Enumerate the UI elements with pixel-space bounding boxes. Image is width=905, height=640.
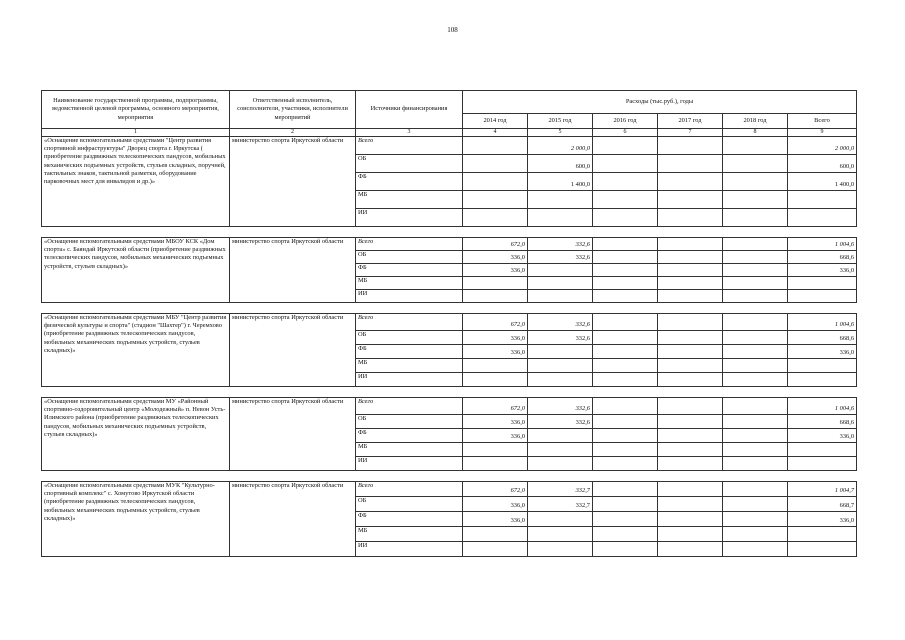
year-value — [528, 542, 593, 557]
total-value — [788, 542, 857, 557]
funding-source: ФБ — [356, 345, 463, 359]
year-value — [723, 137, 788, 155]
year-value — [528, 359, 593, 373]
year-value: 332,6 — [528, 415, 593, 429]
total-value — [788, 290, 857, 303]
year-value: 336,0 — [463, 331, 528, 345]
year-value — [658, 238, 723, 251]
group-spacer — [42, 387, 857, 398]
activity-name: «Оснащение вспомогательными средствами МУ «Районный спортивно-оздоровительный центр «Молодежный» п. Невон Усть-Илимского района (приобретение раздвижных телескопических пандусов, мобильных механических подъемных устройств, стульев складных)» — [42, 398, 230, 471]
total-value: 668,6 — [788, 331, 857, 345]
header-year: 2016 год — [593, 114, 658, 129]
year-value — [463, 542, 528, 557]
year-value: 336,0 — [463, 429, 528, 443]
year-value — [593, 482, 658, 497]
total-value: 668,7 — [788, 497, 857, 512]
funding-source: ОБ — [356, 497, 463, 512]
header-year: 2017 год — [658, 114, 723, 129]
total-value: 1 004,6 — [788, 314, 857, 331]
group-spacer — [42, 471, 857, 482]
funding-source: Всего — [356, 398, 463, 415]
group-spacer-cell — [42, 303, 857, 314]
year-value — [658, 314, 723, 331]
year-value: 336,0 — [463, 345, 528, 359]
year-value — [593, 398, 658, 415]
year-value — [463, 290, 528, 303]
year-value — [723, 314, 788, 331]
funding-source: Всего — [356, 482, 463, 497]
header-total: Всего — [788, 114, 857, 129]
year-value — [463, 173, 528, 191]
year-value — [658, 482, 723, 497]
activity-name: «Оснащение вспомогательными средствами МУК "Культурно-спортивный комплекс" с. Хомутово Иркутской области (приобретение раздвижных телескопических пандусов, мобильных механических подъемных устройств, стульев складных)» — [42, 482, 230, 557]
year-value — [658, 512, 723, 527]
table-row — [42, 398, 857, 415]
funding-source: ОБ — [356, 155, 463, 173]
year-value — [463, 155, 528, 173]
table-row — [42, 137, 857, 155]
column-number: 1 — [42, 129, 230, 137]
year-value: 600,0 — [528, 155, 593, 173]
year-value — [658, 264, 723, 277]
year-value — [593, 359, 658, 373]
total-value: 336,0 — [788, 345, 857, 359]
executor-name: министерство спорта Иркутской области — [230, 482, 356, 557]
year-value — [723, 191, 788, 209]
year-value — [658, 359, 723, 373]
year-value: 1 400,0 — [528, 173, 593, 191]
year-value — [463, 457, 528, 471]
total-value — [788, 443, 857, 457]
table-header — [42, 91, 857, 137]
total-value: 336,0 — [788, 264, 857, 277]
year-value — [658, 191, 723, 209]
year-value: 672,0 — [463, 482, 528, 497]
header-year: 2014 год — [463, 114, 528, 129]
year-value — [658, 251, 723, 264]
header-executor: Ответственный исполнитель, соисполнители, участники, исполнители мероприятий — [230, 91, 356, 129]
year-value — [723, 264, 788, 277]
funding-source: ФБ — [356, 429, 463, 443]
year-value — [593, 251, 658, 264]
header-expenses: Расходы (тыс.руб.), годы — [463, 91, 857, 114]
column-number: 4 — [463, 129, 528, 137]
total-value — [788, 191, 857, 209]
year-value: 332,6 — [528, 331, 593, 345]
year-value — [528, 457, 593, 471]
total-value — [788, 359, 857, 373]
executor-name: министерство спорта Иркутской области — [230, 238, 356, 303]
year-value — [528, 512, 593, 527]
group-spacer — [42, 303, 857, 314]
year-value — [658, 415, 723, 429]
year-value — [593, 542, 658, 557]
group-spacer — [42, 227, 857, 238]
year-value — [658, 429, 723, 443]
funding-source: Всего — [356, 238, 463, 251]
total-value: 336,0 — [788, 512, 857, 527]
year-value: 2 000,0 — [528, 137, 593, 155]
funding-source: ФБ — [356, 512, 463, 527]
year-value: 332,6 — [528, 314, 593, 331]
year-value — [593, 373, 658, 387]
year-value — [658, 155, 723, 173]
page-number: 108 — [447, 26, 458, 34]
year-value — [593, 238, 658, 251]
year-value: 332,6 — [528, 238, 593, 251]
year-value — [658, 527, 723, 542]
table-row — [42, 238, 857, 251]
year-value — [528, 209, 593, 227]
funding-source: МБ — [356, 527, 463, 542]
year-value — [723, 443, 788, 457]
year-value: 336,0 — [463, 251, 528, 264]
year-value — [723, 173, 788, 191]
year-value: 332,7 — [528, 497, 593, 512]
funding-source: ИИ — [356, 290, 463, 303]
year-value — [593, 173, 658, 191]
column-number: 6 — [593, 129, 658, 137]
year-value — [528, 429, 593, 443]
funding-source: ОБ — [356, 251, 463, 264]
header-name: Наименование государственной программы, подпрограммы, ведомственной целевой программы, основного мероприятия, мероприятия — [42, 91, 230, 129]
funding-source: ИИ — [356, 542, 463, 557]
year-value — [528, 527, 593, 542]
year-value — [658, 331, 723, 345]
year-value: 336,0 — [463, 497, 528, 512]
year-value — [593, 209, 658, 227]
year-value — [658, 209, 723, 227]
year-value — [658, 277, 723, 290]
year-value: 672,0 — [463, 238, 528, 251]
year-value — [658, 173, 723, 191]
executor-name: министерство спорта Иркутской области — [230, 314, 356, 387]
column-number: 8 — [723, 129, 788, 137]
year-value — [723, 527, 788, 542]
header-year: 2015 год — [528, 114, 593, 129]
year-value — [658, 345, 723, 359]
year-value: 336,0 — [463, 512, 528, 527]
year-value — [528, 345, 593, 359]
year-value — [593, 527, 658, 542]
total-value — [788, 457, 857, 471]
year-value — [658, 290, 723, 303]
year-value — [463, 443, 528, 457]
funding-source: ФБ — [356, 264, 463, 277]
year-value — [528, 443, 593, 457]
year-value — [593, 277, 658, 290]
total-value — [788, 277, 857, 290]
total-value: 1 004,6 — [788, 398, 857, 415]
year-value — [463, 527, 528, 542]
year-value — [723, 251, 788, 264]
total-value: 1 400,0 — [788, 173, 857, 191]
year-value — [528, 264, 593, 277]
year-value: 336,0 — [463, 264, 528, 277]
funding-source: ОБ — [356, 331, 463, 345]
funding-source: ИИ — [356, 457, 463, 471]
year-value — [463, 191, 528, 209]
executor-name: министерство спорта Иркутской области — [230, 137, 356, 227]
header-year: 2018 год — [723, 114, 788, 129]
funding-source: МБ — [356, 443, 463, 457]
year-value — [723, 290, 788, 303]
total-value: 2 000,0 — [788, 137, 857, 155]
year-value — [723, 398, 788, 415]
year-value — [593, 290, 658, 303]
year-value — [528, 191, 593, 209]
year-value: 672,0 — [463, 314, 528, 331]
year-value — [658, 443, 723, 457]
year-value: 672,0 — [463, 398, 528, 415]
funding-source: Всего — [356, 314, 463, 331]
column-number: 5 — [528, 129, 593, 137]
year-value — [723, 209, 788, 227]
funding-source: МБ — [356, 359, 463, 373]
total-value: 600,0 — [788, 155, 857, 173]
funding-source: МБ — [356, 191, 463, 209]
year-value — [723, 277, 788, 290]
year-value — [658, 457, 723, 471]
year-value — [593, 415, 658, 429]
year-value — [593, 191, 658, 209]
year-value — [723, 155, 788, 173]
funding-source: ФБ — [356, 173, 463, 191]
total-value: 1 004,7 — [788, 482, 857, 497]
year-value: 336,0 — [463, 415, 528, 429]
year-value — [593, 345, 658, 359]
year-value — [723, 429, 788, 443]
year-value — [658, 497, 723, 512]
year-value — [593, 457, 658, 471]
year-value — [463, 209, 528, 227]
column-number: 3 — [356, 129, 463, 137]
year-value: 332,6 — [528, 251, 593, 264]
table-row — [42, 314, 857, 331]
table-body — [42, 137, 857, 557]
year-value — [528, 373, 593, 387]
year-value — [593, 264, 658, 277]
executor-name: министерство спорта Иркутской области — [230, 398, 356, 471]
column-number: 9 — [788, 129, 857, 137]
total-value: 336,0 — [788, 429, 857, 443]
total-value: 1 004,6 — [788, 238, 857, 251]
activity-name: «Оснащение вспомогательными средствами МБОУ КСК «Дом спорта» с. Баяндай Иркутской области (приобретение раздвижных телескопических пандусов, мобильных механических подъемных устройств, стульев складных)» — [42, 238, 230, 303]
year-value — [463, 137, 528, 155]
year-value: 332,6 — [528, 398, 593, 415]
year-value — [658, 373, 723, 387]
total-value — [788, 373, 857, 387]
year-value — [723, 512, 788, 527]
total-value: 668,6 — [788, 415, 857, 429]
year-value — [723, 482, 788, 497]
year-value — [723, 542, 788, 557]
year-value — [528, 277, 593, 290]
year-value — [593, 512, 658, 527]
total-value: 668,6 — [788, 251, 857, 264]
year-value — [723, 497, 788, 512]
year-value — [658, 137, 723, 155]
year-value — [528, 290, 593, 303]
year-value — [723, 373, 788, 387]
header-sources: Источники финансирования — [356, 91, 463, 129]
year-value — [723, 345, 788, 359]
column-number: 2 — [230, 129, 356, 137]
year-value — [593, 443, 658, 457]
year-value — [723, 331, 788, 345]
year-value — [723, 415, 788, 429]
year-value — [593, 429, 658, 443]
group-spacer-cell — [42, 227, 857, 238]
funding-source: МБ — [356, 277, 463, 290]
funding-source: Всего — [356, 137, 463, 155]
activity-name: «Оснащение вспомогательными средствами МБУ "Центр развития физической культуры и спорта" (стадион "Шахтер") г. Черемхово (приобретение раздвижных телескопических пандусов, мобильных механических подъемных устройств, стульев складных)» — [42, 314, 230, 387]
group-spacer-cell — [42, 387, 857, 398]
year-value — [593, 497, 658, 512]
column-number: 7 — [658, 129, 723, 137]
year-value — [723, 457, 788, 471]
total-value — [788, 209, 857, 227]
group-spacer-cell — [42, 471, 857, 482]
year-value — [463, 373, 528, 387]
total-value — [788, 527, 857, 542]
year-value — [593, 331, 658, 345]
year-value — [463, 277, 528, 290]
activity-name: «Оснащение вспомогательными средствами "Центр развития спортивной инфраструктуры" Дворец спорта г. Иркутска ( приобретение раздвижных телескопических пандусов, мобильных механических подъемных устройств, стульев складных, поручней, тактильных знаков, тактильной разметки, оборудование парковочных мест для инвалидов и др.)» — [42, 137, 230, 227]
year-value — [593, 137, 658, 155]
year-value — [658, 542, 723, 557]
funding-source: ОБ — [356, 415, 463, 429]
funding-source: ИИ — [356, 373, 463, 387]
year-value — [723, 359, 788, 373]
year-value — [463, 359, 528, 373]
funding-source: ИИ — [356, 209, 463, 227]
year-value — [723, 238, 788, 251]
year-value — [593, 314, 658, 331]
year-value: 332,7 — [528, 482, 593, 497]
year-value — [658, 398, 723, 415]
table-row — [42, 482, 857, 497]
year-value — [593, 155, 658, 173]
expenses-table — [41, 90, 857, 557]
